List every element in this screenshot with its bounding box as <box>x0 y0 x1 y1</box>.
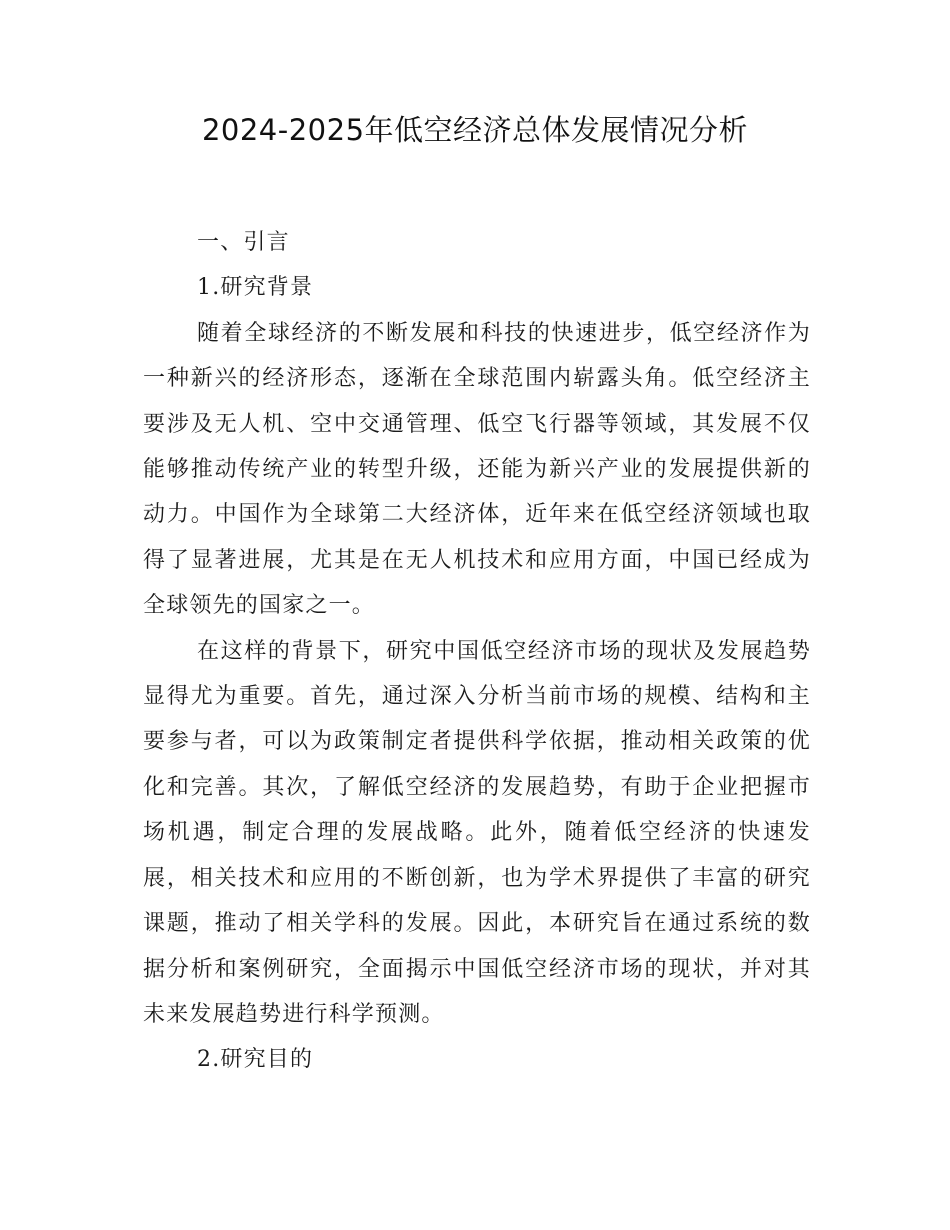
subsection-heading-research-purpose: 2.研究目的 <box>197 1047 314 1073</box>
document-title: 2024-2025年低空经济总体发展情况分析 <box>201 113 749 147</box>
paragraph-background-2: 在这样的背景下，研究中国低空经济市场的现状及发展趋势显得尤为重要。首先，通过深入分析当前市场的规模、结构和主要参与者，可以为政策制定者提供科学依据，推动相关政策的优化和完善。其次，了解低空经济的发展趋势，有助于企业把握市场机遇，制定合理的发展战略。此外，随着低空经济的快速发展，相关技术和应用的不断创新，也为学术界提供了丰富的研究课题，推动了相关学科的发展。因此，本研究旨在通过系统的数据分析和案例研究，全面揭示中国低空经济市场的现状，并对其未来发展趋势进行科学预测。 <box>143 638 811 1027</box>
document-body <box>143 220 811 1083</box>
paragraph-background-1: 随着全球经济的不断发展和科技的快速进步，低空经济作为一种新兴的经济形态，逐渐在全球范围内崭露头角。低空经济主要涉及无人机、空中交通管理、低空飞行器等领域，其发展不仅能够推动传统产业的转型升级，还能为新兴产业的发展提供新的动力。中国作为全球第二大经济体，近年来在低空经济领域也取得了显著进展，尤其是在无人机技术和应用方面，中国已经成为全球领先的国家之一。 <box>143 320 811 619</box>
subsection-heading-research-background: 1.研究背景 <box>197 275 314 301</box>
section-heading-introduction: 一、引言 <box>197 230 290 255</box>
